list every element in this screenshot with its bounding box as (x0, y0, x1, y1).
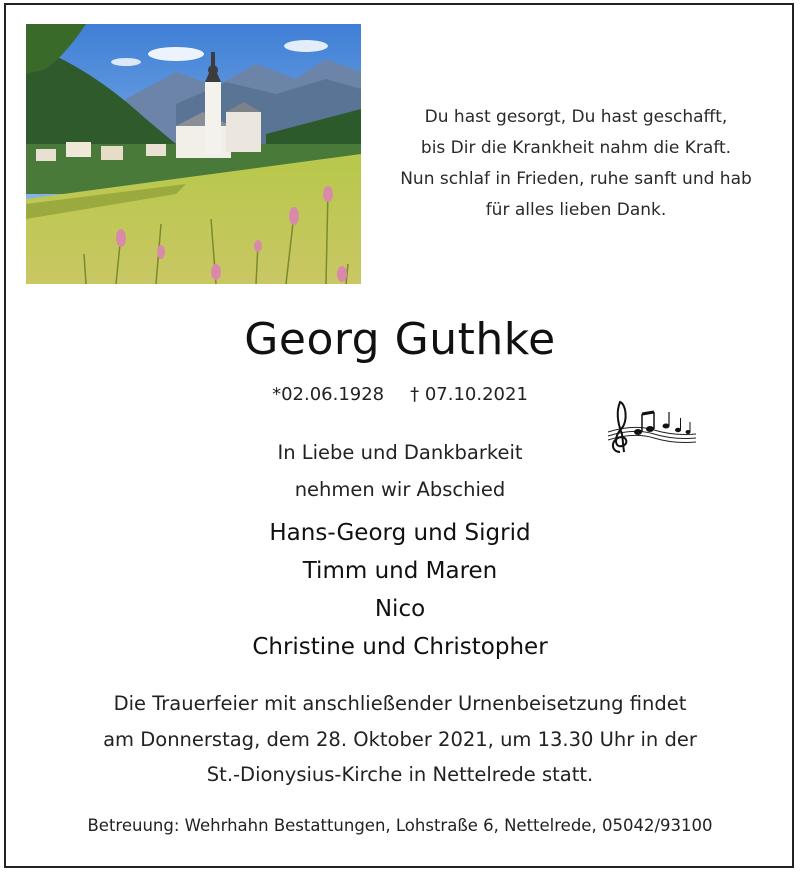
service-line: am Donnerstag, dem 28. Oktober 2021, um 13.30 Uhr in der (103, 727, 697, 751)
mourner-line: Hans-Georg und Sigrid (269, 520, 531, 546)
church-landscape-photo (26, 24, 361, 284)
service-details (0, 686, 800, 793)
mourners-list (0, 514, 800, 666)
deceased-name: Georg Guthke (244, 314, 556, 365)
poem (366, 102, 786, 226)
poem-line: Nun schlaf in Frieden, ruhe sanft und hab (400, 169, 752, 189)
farewell-text (0, 434, 800, 508)
death-date: † 07.10.2021 (410, 384, 528, 405)
birth-date: *02.06.1928 (272, 384, 385, 405)
service-line: St.-Dionysius-Kirche in Nettelrede statt. (206, 763, 594, 786)
farewell-line: nehmen wir Abschied (294, 478, 506, 501)
poem-line: bis Dir die Krankheit nahm die Kraft. (420, 138, 732, 158)
mourner-line: Nico (374, 596, 426, 622)
poem-line: für alles lieben Dank. (485, 200, 667, 220)
mourner-line: Christine und Christopher (252, 634, 548, 660)
mourner-line: Timm und Maren (302, 558, 498, 584)
service-line: Die Trauerfeier mit anschließender Urnenbeisetzung findet (113, 692, 687, 715)
funeral-home-contact: Betreuung: Wehrhahn Bestattungen, Lohstraße 6, Nettelrede, 05042/93100 (87, 816, 713, 835)
farewell-line: In Liebe und Dankbarkeit (277, 441, 523, 464)
poem-line: Du hast gesorgt, Du hast geschafft, (424, 107, 728, 127)
